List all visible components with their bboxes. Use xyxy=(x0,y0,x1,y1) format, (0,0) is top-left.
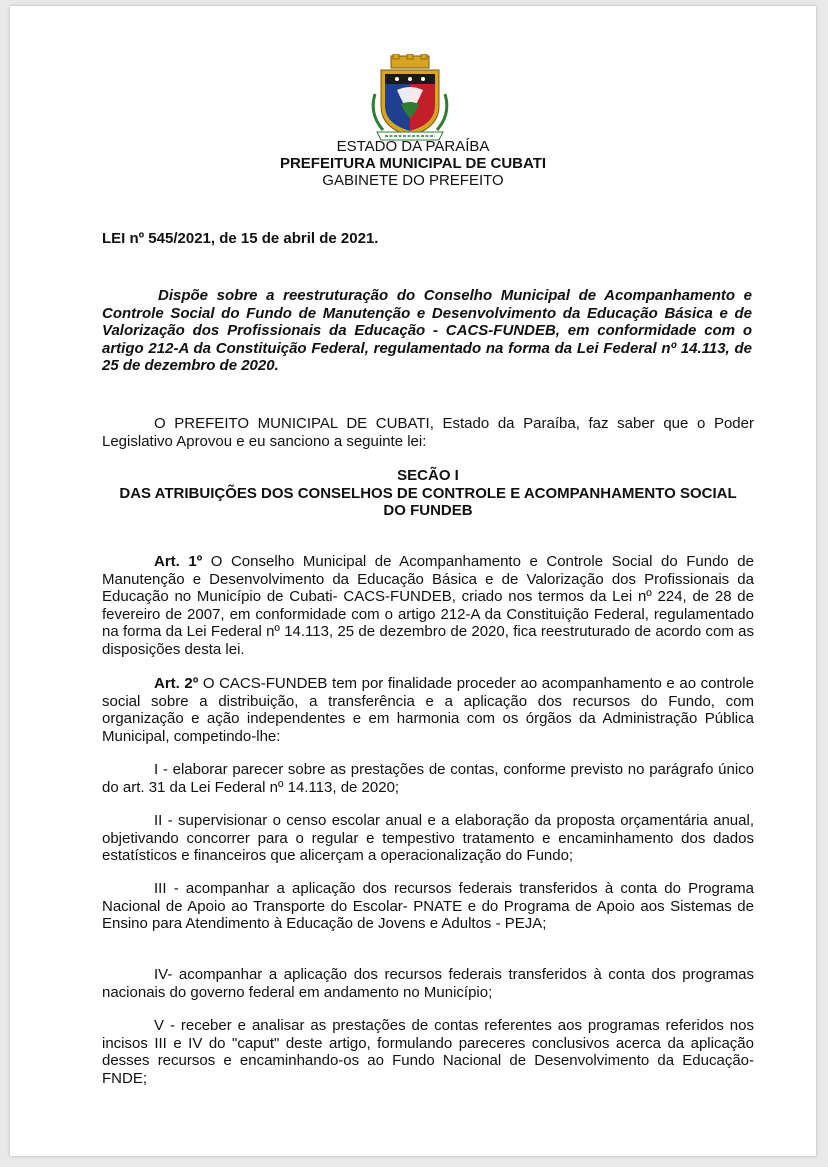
inciso-1: I - elaborar parecer sobre as prestações de contas, conforme previsto no parágrafo único do art. 31 da Lei Federal nº 14.113, de 2020; xyxy=(102,761,754,796)
law-summary: Dispõe sobre a reestruturação do Conselho Municipal de Acompanhamento e Controle Social do Fundo de Manutenção e Desenvolvimento da Educação Básica e de Valorização dos Profissionais da Educação - CACS-FUNDEB, em conformidade com o artigo 212-A da Constituição Federal, regulamentado na forma da Lei Federal nº 14.113, de 25 de dezembro de 2020. xyxy=(102,287,752,374)
inciso-4: IV- acompanhar a aplicação dos recursos federais transferidos à conta dos programas nacionais do governo federal em andamento no Município; xyxy=(102,966,754,1001)
state-name: ESTADO DA PARAÍBA xyxy=(336,138,490,155)
document-page xyxy=(10,6,816,1156)
article-2-label: Art. 2º xyxy=(154,675,199,692)
article-2 xyxy=(102,675,754,745)
article-1-label: Art. 1º xyxy=(154,553,203,570)
article-1-text: O Conselho Municipal de Acompanhamento e Controle Social do Fundo de Manutenção e Desenvolvimento da Educação Básica e de Valorização dos Profissionais da Educação no Município de Cubati- CACS-FUNDEB, criado nos termos da Lei nº 224, de 28 de fevereiro de 2007, em conformidade com o artigo 212-A da Constituição Federal, regulamentado na forma da Lei Federal nº 14.113, 25 de dezembro de 2020, fica reestruturado de acordo com as disposições desta lei. xyxy=(102,553,754,658)
section-title: SECÃO I xyxy=(397,467,459,484)
prefecture-name: PREFEITURA MUNICIPAL DE CUBATI xyxy=(279,155,547,172)
letterhead xyxy=(10,138,816,189)
inciso-5: V - receber e analisar as prestações de contas referentes aos programas referidos nos incisos III e IV do "caput" deste artigo, formulando pareceres conclusivos acerca da aplicação desses recursos e encaminhando-os ao Fundo Nacional de Desenvolvimento da Educação- FNDE; xyxy=(102,1017,754,1087)
inciso-3: III - acompanhar a aplicação dos recursos federais transferidos à conta do Programa Nacional de Apoio ao Transporte do Escolar- PNATE e do Programa de Apoio aos Sistemas de Ensino para Atendimento à Educação de Jovens e Adultos - PEJA; xyxy=(102,880,754,932)
inciso-2: II - supervisionar o censo escolar anual e a elaboração da proposta orçamentária anual, objetivando concorrer para o regular e tempestivo tratamento e encaminhamento dos dados estatísticos e financeiros que alicerçam a operacionalização do Fundo; xyxy=(102,812,754,864)
section-heading xyxy=(102,467,754,520)
article-1 xyxy=(102,553,754,658)
law-title: LEI nº 545/2021, de 15 de abril de 2021. xyxy=(102,230,379,247)
municipal-crest-icon xyxy=(367,54,453,144)
office-name: GABINETE DO PREFEITO xyxy=(322,172,504,189)
article-2-text: O CACS-FUNDEB tem por finalidade proceder ao acompanhamento e ao controle social sobre a distribuição, a transferência e a aplicação dos recursos do Fundo, com organização e ação independentes e em harmonia com os órgãos da Administração Pública Municipal, competindo-lhe: xyxy=(102,675,754,745)
section-subtitle: DAS ATRIBUIÇÕES DOS CONSELHOS DE CONTROLE E ACOMPANHAMENTO SOCIAL DO FUNDEB xyxy=(119,484,737,519)
preamble: O PREFEITO MUNICIPAL DE CUBATI, Estado da Paraíba, faz saber que o Poder Legislativo Aprovou e eu sanciono a seguinte lei: xyxy=(102,415,754,450)
